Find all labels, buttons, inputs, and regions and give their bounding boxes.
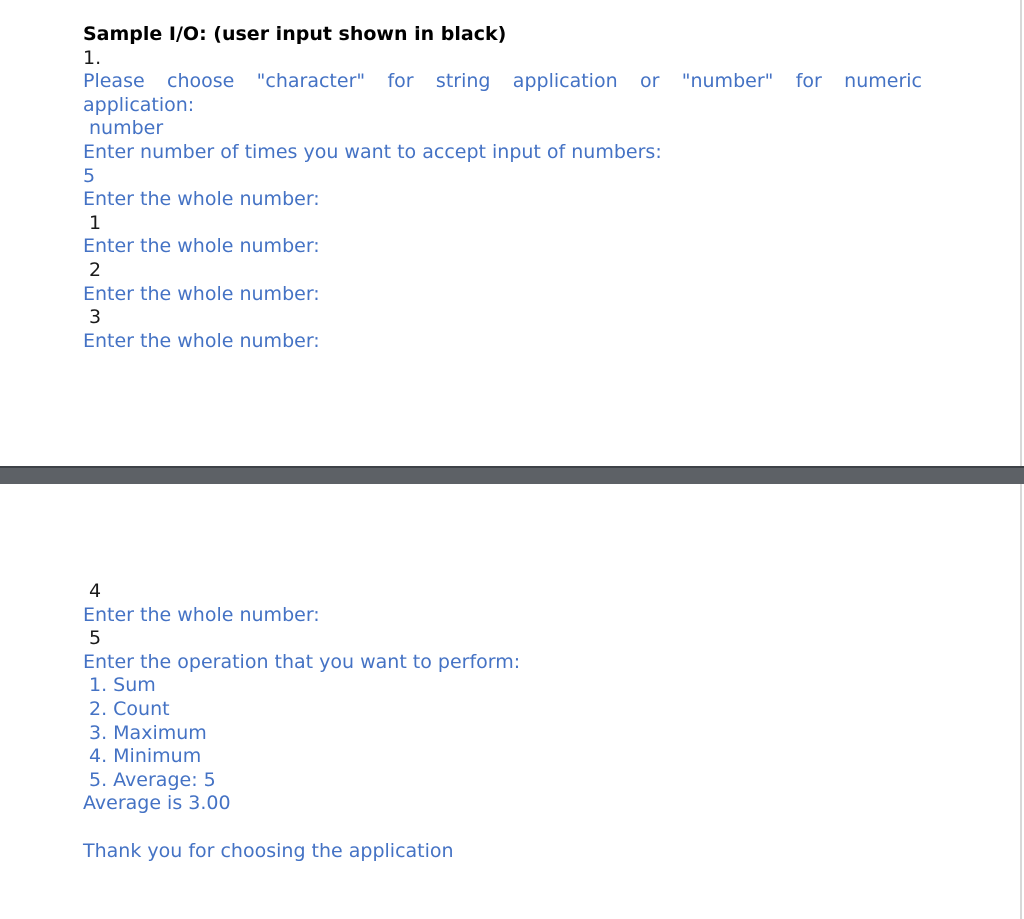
closing-line: Thank you for choosing the application	[83, 839, 454, 862]
input-number: 4	[89, 580, 102, 602]
prompt-operation: Enter the operation that you want to perform:	[83, 650, 521, 673]
sample-io-content-top	[83, 23, 922, 353]
sample-io-content-bottom	[83, 580, 922, 864]
document-page-bottom	[0, 484, 1022, 919]
prompt-whole-number: Enter the whole number:	[83, 282, 320, 305]
prompt-whole-number: Enter the whole number:	[83, 188, 320, 211]
operation-option: 3. Maximum	[89, 721, 207, 744]
input-number: 1	[89, 211, 102, 234]
blank-line	[83, 816, 922, 840]
input-times: 5	[83, 164, 96, 187]
sample-io-heading: Sample I/O: (user input shown in black)	[83, 23, 507, 45]
page-divider	[0, 466, 1024, 484]
prompt-whole-number: Enter the whole number:	[83, 329, 320, 352]
prompt-times: Enter number of times you want to accept input of numbers:	[83, 140, 662, 163]
operation-option: 1. Sum	[89, 674, 156, 697]
operation-option: 5. Average: 5	[89, 768, 216, 791]
prompt-choose-line2: application:	[83, 93, 195, 116]
operation-option: 2. Count	[89, 697, 170, 720]
result-line: Average is 3.00	[83, 792, 231, 815]
item-number: 1.	[83, 46, 102, 69]
input-number: 5	[89, 627, 102, 650]
prompt-choose-line1: Please choose "character" for string application or "number" for numeric	[83, 70, 922, 93]
input-number: 2	[89, 258, 102, 281]
prompt-whole-number: Enter the whole number:	[83, 235, 320, 258]
operation-option: 4. Minimum	[89, 745, 202, 768]
prompt-whole-number: Enter the whole number:	[83, 603, 320, 626]
input-choice: number	[89, 117, 164, 140]
input-number: 3	[89, 306, 102, 329]
